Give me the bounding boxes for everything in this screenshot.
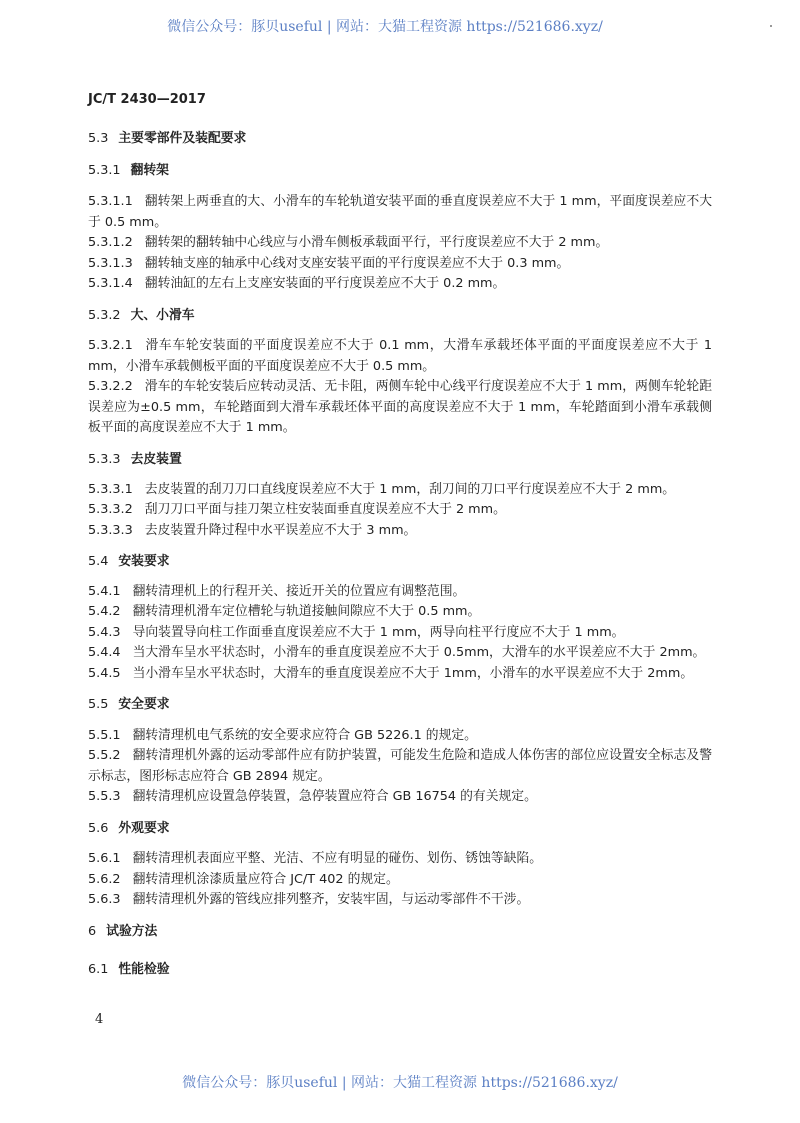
clause-text: 翻转轴支座的轴承中心线对支座安装平面的平行度误差应不大于 0.3 mm。 [144,256,570,271]
section-heading [88,922,712,943]
clause-text: 主要零部件及装配要求 [118,131,247,146]
clause-number: 5.3 [88,131,109,146]
clause-paragraph [88,521,712,542]
clause-number: 5.6.2 [88,872,121,887]
clause-text: 翻转清理机涂漆质量应符合 JC/T 402 的规定。 [132,872,399,887]
clause-text: 翻转清理机外露的管线应排列整齐，安装牢固，与运动零部件不干涉。 [132,892,530,907]
clause-number: 5.3.1 [88,163,121,178]
clause-text: 去皮装置的刮刀刀口直线度误差应不大于 1 mm，刮刀间的刀口平行度误差应不大于 2 mm。 [144,482,676,497]
clause-paragraph [88,746,712,787]
header-watermark: 微信公众号：豚贝useful | 网站：大猫工程资源 https://521686.xyz/ [167,19,603,35]
clause-text: 去皮装置 [130,452,182,467]
clause-text: 翻转清理机表面应平整、光洁、不应有明显的碰伤、划伤、锈蚀等缺陷。 [132,851,543,866]
footer-watermark: 微信公众号：豚贝useful | 网站：大猫工程资源 https://521686.xyz/ [182,1075,618,1091]
clause-number: 6.1 [88,962,109,977]
clause-number: 5.4.5 [88,666,121,681]
clause-paragraph [88,377,712,439]
clause-number: 5.4.2 [88,604,121,619]
section-heading [88,960,712,981]
clause-text: 翻转架上两垂直的大、小滑车的车轮轨道安装平面的垂直度误差应不大于 1 mm，平面度误差应不大于 0.5 mm。 [88,194,712,230]
clause-paragraph [88,623,712,644]
clause-paragraph [88,870,712,891]
section-heading [88,552,712,573]
section-heading [88,450,712,471]
clause-paragraph [88,233,712,254]
clause-number: 5.4 [88,554,109,569]
clause-number: 5.6.1 [88,851,121,866]
clause-number: 6 [88,924,97,939]
clause-paragraph [88,500,712,521]
clause-text: 翻转油缸的左右上支座安装面的平行度误差应不大于 0.2 mm。 [144,276,506,291]
section-heading [88,129,712,150]
clause-text: 翻转清理机上的行程开关、接近开关的位置应有调整范围。 [132,584,466,599]
clause-paragraph [88,664,712,685]
clause-text: 翻转架 [130,163,169,178]
clause-text: 刮刀刀口平面与挂刀架立柱安装面垂直度误差应不大于 2 mm。 [144,502,506,517]
clause-number: 5.5.2 [88,748,121,763]
clause-paragraph [88,787,712,808]
section-heading [88,695,712,716]
clause-paragraph [88,602,712,623]
clause-number: 5.4.4 [88,645,121,660]
clause-text: 当小滑车呈水平状态时，大滑车的垂直度误差应不大于 1mm，小滑车的水平误差应不大于 2mm。 [132,666,694,681]
clause-text: 外观要求 [118,821,170,836]
clause-text: 滑车的车轮安装后应转动灵活、无卡阻，两侧车轮中心线平行度误差应不大于 1 mm，两侧车轮轮距误差应为±0.5 mm，车轮踏面到大滑车承载坯体平面的高度误差应不大于 1 mm，车轮踏面到小滑车承载侧板平面的高度误差应不大于 1 mm。 [88,379,712,435]
clause-text: 当大滑车呈水平状态时，小滑车的垂直度误差应不大于 0.5mm，大滑车的水平误差应不大于 2mm。 [132,645,706,660]
clause-paragraph [88,890,712,911]
clause-text: 性能检验 [118,962,170,977]
clause-number: 5.3.1.3 [88,256,133,271]
clause-paragraph [88,643,712,664]
clause-paragraph [88,582,712,603]
clause-text: 滑车车轮安装面的平面度误差应不大于 0.1 mm，大滑车承载坯体平面的平面度误差应不大于 1 mm，小滑车承载侧板平面的平面度误差应不大于 0.5 mm。 [88,338,712,374]
clause-number: 5.4.3 [88,625,121,640]
clause-number: 5.3.3.2 [88,502,133,517]
clause-text: 翻转清理机电气系统的安全要求应符合 GB 5226.1 的规定。 [132,728,477,743]
clause-number: 5.3.3.1 [88,482,133,497]
speck [770,25,772,27]
clause-text: 安装要求 [118,554,170,569]
clause-paragraph [88,336,712,377]
clause-number: 5.4.1 [88,584,121,599]
clause-number: 5.3.1.2 [88,235,133,250]
clause-number: 5.3.1.4 [88,276,133,291]
clause-number: 5.5.3 [88,789,121,804]
clause-text: 安全要求 [118,697,170,712]
clause-number: 5.3.1.1 [88,194,133,209]
clause-text: 翻转清理机滑车定位槽轮与轨道接触间隙应不大于 0.5 mm。 [132,604,481,619]
document-code: JC/T 2430—2017 [88,92,206,107]
clause-paragraph [88,480,712,501]
clause-paragraph [88,254,712,275]
clause-paragraph [88,726,712,747]
clause-text: 翻转清理机外露的运动零部件应有防护装置，可能发生危险和造成人体伤害的部位应设置安全标志及警示标志，图形标志应符合 GB 2894 规定。 [88,748,712,784]
clause-text: 翻转清理机应设置急停装置，急停装置应符合 GB 16754 的有关规定。 [132,789,537,804]
clause-number: 5.3.2.2 [88,379,133,394]
clause-text: 大、小滑车 [130,308,195,323]
clause-paragraph [88,849,712,870]
clause-number: 5.3.2 [88,308,121,323]
clause-text: 去皮装置升降过程中水平误差应不大于 3 mm。 [144,523,417,538]
clause-number: 5.6 [88,821,109,836]
clause-number: 5.5.1 [88,728,121,743]
clause-text: 导向装置导向柱工作面垂直度误差应不大于 1 mm，两导向柱平行度应不大于 1 mm。 [132,625,625,640]
clause-paragraph [88,274,712,295]
clause-paragraph [88,192,712,233]
clause-text: 试验方法 [106,924,158,939]
clause-number: 5.3.3.3 [88,523,133,538]
clause-number: 5.3.3 [88,452,121,467]
clause-number: 5.5 [88,697,109,712]
section-heading [88,306,712,327]
page-number: 4 [95,1012,104,1027]
section-heading [88,161,712,182]
clause-text: 翻转架的翻转轴中心线应与小滑车侧板承载面平行，平行度误差应不大于 2 mm。 [144,235,609,250]
clause-number: 5.3.2.1 [88,338,133,353]
section-heading [88,819,712,840]
clause-number: 5.6.3 [88,892,121,907]
